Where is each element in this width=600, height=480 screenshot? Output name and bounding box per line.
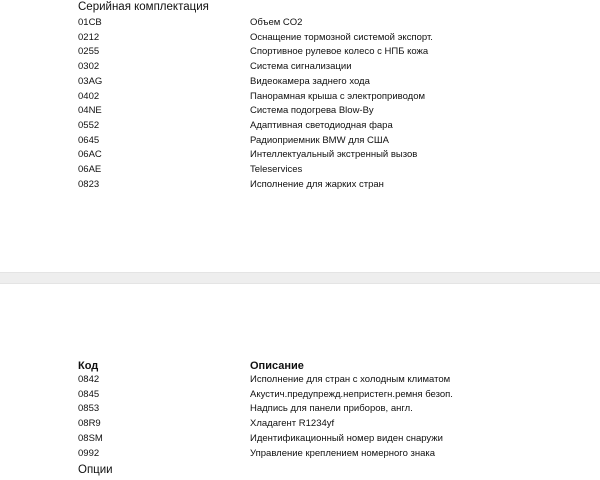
option-description: Интеллектуальный экстренный вызов bbox=[250, 149, 418, 161]
table-row bbox=[0, 447, 600, 462]
option-description: Идентификационный номер виден снаружи bbox=[250, 432, 443, 444]
option-code: 06AC bbox=[78, 149, 102, 161]
option-code: 08SM bbox=[78, 432, 103, 444]
table-row bbox=[0, 31, 600, 46]
table-row bbox=[0, 119, 600, 134]
table-row bbox=[0, 104, 600, 119]
table-row bbox=[0, 134, 600, 149]
table-row bbox=[0, 373, 600, 388]
option-code: 0645 bbox=[78, 134, 100, 146]
table-row bbox=[0, 402, 600, 417]
option-description: Объем CO2 bbox=[250, 17, 303, 28]
option-description: Видеокамера заднего хода bbox=[250, 75, 370, 87]
option-code: 0552 bbox=[78, 119, 100, 131]
option-description: Оснащение тормозной системой экспорт. bbox=[250, 31, 433, 43]
page-separator bbox=[0, 272, 600, 284]
option-description: Панорамная крыша с электроприводом bbox=[250, 90, 426, 102]
option-code: 0992 bbox=[78, 447, 100, 459]
column-header-description: Описание bbox=[250, 360, 304, 372]
option-description: Управление креплением номерного знака bbox=[250, 447, 436, 459]
table-row bbox=[0, 45, 600, 60]
option-code: 08R9 bbox=[78, 418, 101, 430]
option-code: 0842 bbox=[78, 374, 100, 385]
table-row bbox=[0, 388, 600, 403]
option-code: 0402 bbox=[78, 90, 100, 102]
option-code: 06AE bbox=[78, 164, 102, 175]
option-description: Система подогрева Blow-By bbox=[250, 105, 374, 117]
table-row bbox=[0, 417, 600, 432]
document-page-bottom bbox=[0, 284, 600, 480]
option-description: Система сигнализации bbox=[250, 61, 352, 73]
option-description: Надпись для панели приборов, англ. bbox=[250, 403, 413, 415]
option-code: 04NE bbox=[78, 105, 102, 117]
option-description: Teleservices bbox=[250, 164, 303, 175]
option-code: 03AG bbox=[78, 75, 103, 87]
table-row bbox=[0, 90, 600, 105]
column-header-code: Код bbox=[78, 360, 99, 372]
section-title-standard-equipment: Серийная комплектация bbox=[78, 1, 209, 13]
table-row bbox=[0, 432, 600, 447]
option-code: 0212 bbox=[78, 31, 100, 43]
table-row bbox=[0, 163, 600, 178]
option-description: Акустич.предупрежд.непристегн.ремня безоп. bbox=[250, 388, 453, 400]
table-row bbox=[0, 148, 600, 163]
option-description: Хладагент R1234yf bbox=[250, 418, 335, 430]
option-description: Спортивное рулевое колесо с НПБ кожа bbox=[250, 46, 429, 58]
table-row bbox=[0, 16, 600, 31]
option-description: Исполнение для стран с холодным климатом bbox=[250, 374, 451, 385]
option-code: 0302 bbox=[78, 61, 100, 73]
table-row bbox=[0, 60, 600, 75]
option-code: 0823 bbox=[78, 178, 100, 190]
section-title-options: Опции bbox=[78, 464, 113, 476]
option-description: Исполнение для жарких стран bbox=[250, 178, 384, 190]
option-code: 0845 bbox=[78, 388, 100, 400]
option-code: 0255 bbox=[78, 46, 100, 58]
option-code: 0853 bbox=[78, 403, 100, 415]
option-code: 01CB bbox=[78, 17, 102, 28]
option-description: Радиоприемник BMW для США bbox=[250, 134, 389, 146]
option-description: Адаптивная светодиодная фара bbox=[250, 119, 393, 131]
table-row bbox=[0, 75, 600, 90]
table-row bbox=[0, 178, 600, 193]
